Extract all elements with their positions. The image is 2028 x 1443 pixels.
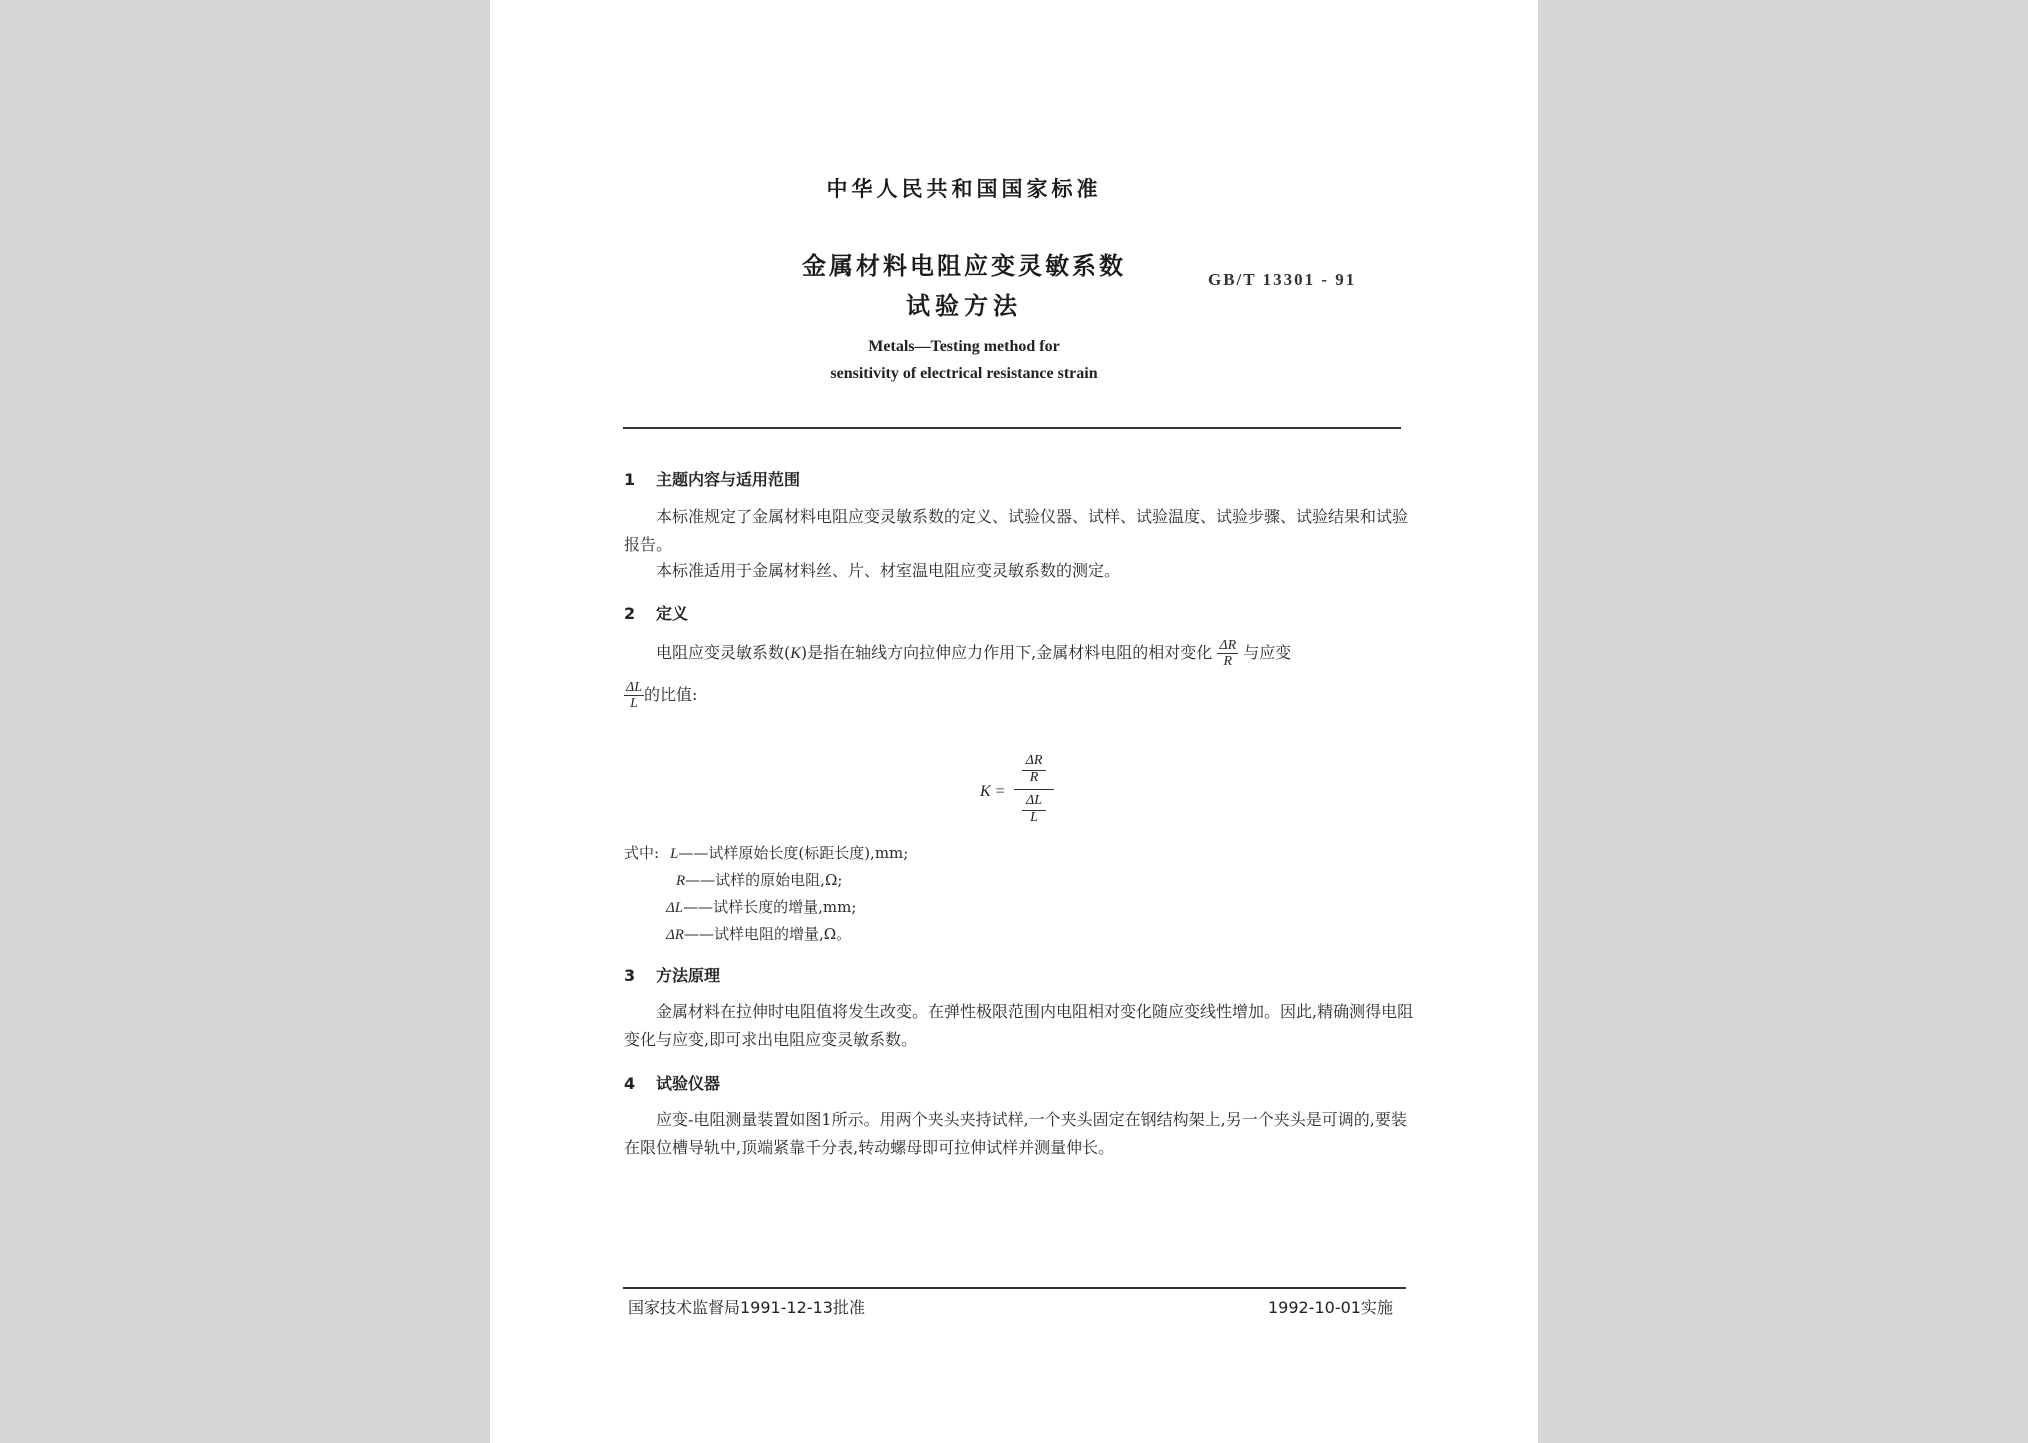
document-title-line1: 金属材料电阻应变灵敏系数 [802, 252, 1126, 280]
definition-text: 电阻应变灵敏系数( [656, 643, 791, 662]
where-item [670, 842, 908, 863]
formula-dr: ΔR [1025, 753, 1043, 768]
formula-compound-fraction [1014, 752, 1054, 827]
where-desc: 试样电阻的增量,Ω。 [713, 925, 852, 943]
frac-denominator: R [1223, 654, 1233, 669]
section-number: 2 [624, 604, 636, 623]
document-page [490, 0, 1538, 1443]
section-title: 主题内容与适用范围 [656, 470, 801, 489]
where-desc: 试样的原始电阻,Ω; [715, 871, 843, 889]
definition-paragraph [656, 638, 1291, 669]
english-title-line2: sensitivity of electrical resistance strain [830, 365, 1098, 382]
where-desc: 试样长度的增量,mm; [713, 898, 857, 916]
frac-denominator: L [630, 696, 638, 711]
definition-paragraph-cont [624, 680, 697, 711]
formula-dl: ΔL [1025, 793, 1042, 808]
section-1-paragraph-1: 本标准规定了金属材料电阻应变灵敏系数的定义、试验仪器、试样、试验温度、试验步骤、试验结果和试验报告。 [624, 507, 1409, 554]
where-dash: —— [678, 844, 709, 862]
where-dash: —— [683, 898, 714, 916]
section-title: 试验仪器 [656, 1074, 721, 1093]
section-number: 3 [624, 966, 636, 985]
fraction-delta-r-over-r [1217, 638, 1238, 669]
section-number: 4 [624, 1074, 636, 1093]
fraction-delta-l-over-l [624, 680, 644, 711]
standard-number: GB/T 13301 - 91 [1208, 270, 1357, 289]
where-desc: 试样原始长度(标距长度),mm; [708, 844, 909, 862]
where-symbol: L [670, 846, 679, 862]
approval-note: 国家技术监督局1991-12-13批准 [628, 1298, 865, 1317]
formula-l: L [1030, 810, 1038, 825]
document-title-line2: 试验方法 [906, 292, 1022, 320]
where-symbol: ΔR [666, 927, 684, 943]
where-item [676, 869, 842, 890]
where-dash: —— [685, 871, 716, 889]
section-1-heading [624, 467, 800, 490]
english-title-line1: Metals—Testing method for [868, 338, 1060, 355]
section-4-paragraph: 应变-电阻测量装置如图1所示。用两个夹头夹持试样,一个夹头固定在钢结构架上,另一个夹头是可调的,要装在限位槽导轨中,顶端紧靠千分表,转动螺母即可拉伸试样并测量伸长。 [624, 1110, 1407, 1157]
section-1-paragraph-2: 本标准适用于金属材料丝、片、材室温电阻应变灵敏系数的测定。 [656, 561, 1121, 580]
where-item [666, 923, 851, 944]
footer-divider [623, 1287, 1406, 1289]
where-label: 式中: [624, 844, 660, 862]
formula-r: R [1029, 770, 1039, 785]
national-standard-heading: 中华人民共和国国家标准 [826, 177, 1102, 201]
section-3-heading [624, 963, 720, 986]
header-divider [623, 427, 1401, 429]
where-item [666, 896, 856, 917]
frac-numerator: ΔL [626, 680, 643, 695]
symbol-k: K [790, 645, 801, 662]
implementation-date: 1992-10-01实施 [1268, 1298, 1393, 1317]
section-2-heading [624, 601, 688, 624]
where-symbol: ΔL [666, 900, 684, 916]
definition-text: 的比值: [644, 685, 698, 704]
where-dash: —— [683, 925, 714, 943]
frac-numerator: ΔR [1219, 638, 1237, 653]
section-title: 定义 [656, 604, 689, 623]
definition-text: )是指在轴线方向拉伸应力作用下,金属材料电阻的相对变化 [800, 643, 1213, 662]
definition-text: 与应变 [1243, 643, 1292, 662]
section-4-heading [624, 1071, 720, 1094]
section-3-paragraph: 金属材料在拉伸时电阻值将发生改变。在弹性极限范围内电阻相对变化随应变线性增加。因此,精确测得电阻变化与应变,即可求出电阻应变灵敏系数。 [624, 1002, 1414, 1049]
formula-lhs: K = [980, 783, 1006, 800]
formula-main-bar [1014, 789, 1054, 790]
section-title: 方法原理 [656, 966, 721, 985]
where-symbol: R [676, 873, 686, 889]
section-number: 1 [624, 470, 636, 489]
